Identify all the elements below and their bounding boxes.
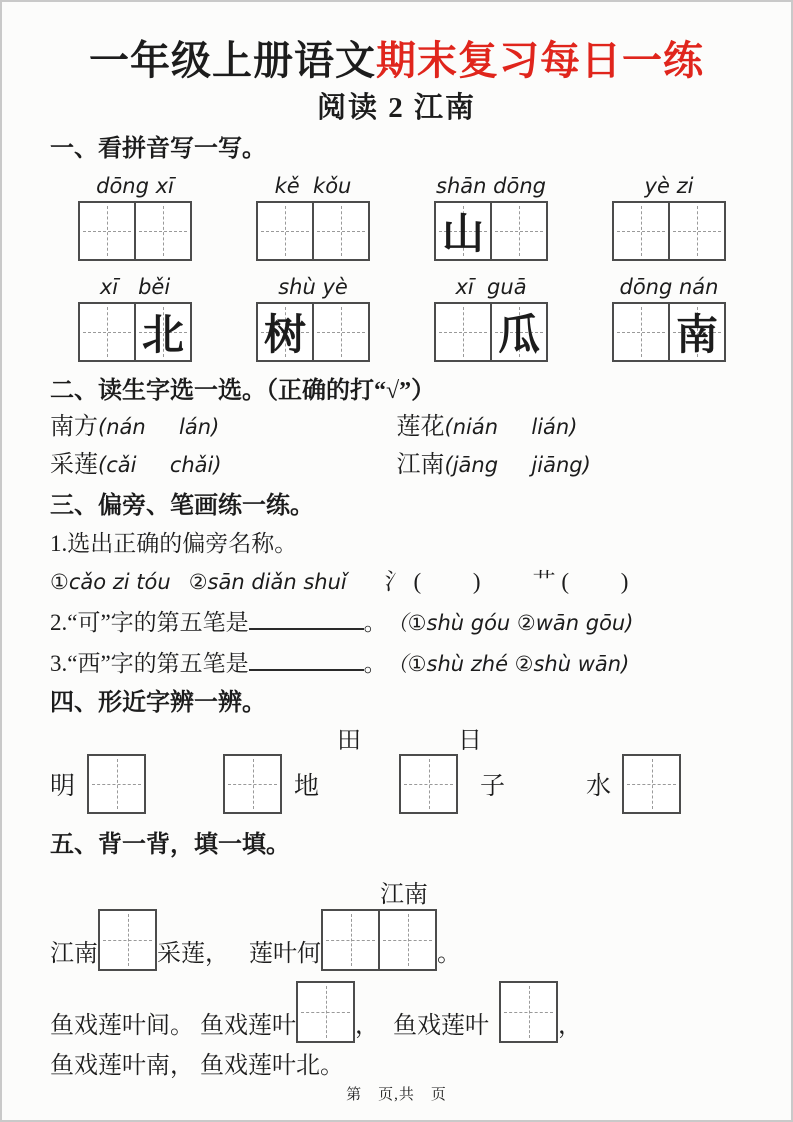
pinyin-label: yè zi bbox=[644, 174, 694, 198]
choice-item bbox=[397, 449, 744, 481]
pinyin-group bbox=[611, 275, 727, 362]
pinyin-group bbox=[433, 174, 549, 261]
section3-heading: 三、偏旁、笔画练一练。 bbox=[50, 493, 314, 520]
poem-text: 采莲， bbox=[157, 941, 235, 968]
page-subtitle: 阅读 2 江南 bbox=[316, 92, 476, 124]
writing-grid bbox=[256, 302, 370, 362]
period: 。 bbox=[363, 651, 387, 677]
writing-cell[interactable] bbox=[258, 203, 312, 259]
writing-cell[interactable] bbox=[490, 203, 546, 259]
poem-fill-line-2 bbox=[50, 981, 743, 1043]
stroke-question-3 bbox=[50, 645, 743, 679]
pinyin-group bbox=[255, 174, 371, 261]
pinyin-label: dōng xī bbox=[96, 174, 174, 198]
poem-text: ， bbox=[558, 1013, 582, 1040]
radical-question-text: 1.选出正确的偏旁名称。 bbox=[50, 531, 298, 557]
choice-row-1 bbox=[50, 411, 743, 443]
written-character bbox=[614, 304, 668, 360]
title-black-part: 一年级上册语文 bbox=[89, 38, 376, 83]
section5-heading: 五、背一背，填一填。 bbox=[50, 831, 290, 858]
choice-word: 采莲 bbox=[50, 451, 98, 478]
writing-cell[interactable] bbox=[87, 754, 146, 814]
pinyin-options[interactable]: (nián lián) bbox=[444, 415, 578, 440]
pinyin-group bbox=[611, 174, 727, 261]
given-character-shui: 水 bbox=[586, 772, 612, 800]
written-character: 瓜 bbox=[497, 313, 540, 360]
writing-grid bbox=[321, 909, 437, 971]
stroke-question-2 bbox=[50, 604, 743, 638]
pinyin-label: dōng nán bbox=[619, 275, 719, 300]
given-character-zi: 子 bbox=[480, 772, 506, 800]
writing-cell[interactable] bbox=[80, 203, 134, 259]
writing-cell[interactable] bbox=[80, 304, 134, 360]
written-character bbox=[314, 304, 368, 360]
writing-grid bbox=[434, 201, 548, 261]
radical-answer-1[interactable]: 氵 ( ) bbox=[384, 569, 481, 595]
writing-cell[interactable] bbox=[296, 981, 355, 1043]
choice-item bbox=[397, 411, 744, 443]
written-character bbox=[614, 203, 668, 259]
written-character: 山 bbox=[441, 212, 484, 259]
given-character-ming: 明 bbox=[50, 772, 76, 800]
similar-characters-exercise bbox=[50, 718, 743, 818]
written-character: 南 bbox=[675, 313, 718, 360]
pinyin-label: shān dōng bbox=[436, 174, 546, 198]
choice-item bbox=[50, 411, 397, 443]
writing-cell[interactable] bbox=[323, 911, 378, 969]
choice-word: 江南 bbox=[396, 451, 445, 478]
writing-grid bbox=[78, 201, 192, 261]
pinyin-options[interactable]: (jāng jiāng) bbox=[444, 452, 591, 477]
written-character bbox=[314, 203, 368, 259]
poem-line-3: 鱼戏莲叶南， 鱼戏莲叶北。 bbox=[50, 1052, 344, 1079]
answer-blank[interactable] bbox=[249, 604, 364, 630]
writing-cell[interactable] bbox=[223, 754, 282, 814]
writing-cell[interactable] bbox=[668, 304, 724, 360]
period: 。 bbox=[363, 610, 387, 636]
pinyin-label: shù yè bbox=[278, 275, 348, 300]
stroke-options-3: （①shù zhé ②shù wān) bbox=[386, 652, 630, 677]
choice-word: 莲花 bbox=[396, 414, 445, 441]
writing-cell[interactable] bbox=[98, 909, 157, 971]
writing-grid bbox=[434, 302, 548, 362]
pinyin-row-1 bbox=[77, 174, 727, 261]
written-character: 北 bbox=[141, 313, 184, 360]
stroke-question-2-label: 2.“可”字的第五笔是 bbox=[50, 610, 249, 636]
page-title bbox=[50, 38, 743, 84]
radical-option-2: ②sān diǎn shuǐ bbox=[188, 570, 347, 595]
model-character-tian: 田 bbox=[337, 727, 361, 754]
radical-options-line bbox=[50, 566, 743, 597]
answer-blank[interactable] bbox=[249, 645, 364, 671]
poem-text: 鱼戏莲叶 bbox=[393, 1013, 489, 1040]
writing-cell[interactable] bbox=[614, 203, 668, 259]
poem-fill-line-1 bbox=[50, 909, 743, 971]
pinyin-label: kě kǒu bbox=[274, 174, 352, 198]
pinyin-options[interactable]: (nán lán) bbox=[98, 415, 220, 440]
section1-heading: 一、看拼音写一写。 bbox=[50, 136, 266, 162]
title-red-part: 期末复习每日一练 bbox=[376, 38, 704, 83]
writing-grid bbox=[256, 201, 370, 261]
writing-cell[interactable] bbox=[668, 203, 724, 259]
pinyin-group bbox=[77, 275, 193, 362]
choice-row-2 bbox=[50, 449, 743, 481]
written-character bbox=[436, 304, 490, 360]
choice-item bbox=[50, 449, 397, 481]
model-character-ri: 日 bbox=[458, 727, 482, 754]
writing-cell[interactable] bbox=[436, 304, 490, 360]
page-footer: 第 页,共 页 bbox=[346, 1087, 447, 1103]
written-character bbox=[492, 203, 546, 259]
poem-title: 江南 bbox=[380, 881, 428, 908]
section2-heading: 二、读生字选一选。（正确的打“√”） bbox=[50, 378, 436, 405]
stroke-question-3-label: 3.“西”字的第五笔是 bbox=[50, 651, 249, 677]
poem-text: 江南 bbox=[50, 941, 98, 968]
radical-option-1: ①cǎo zi tóu bbox=[50, 570, 171, 595]
written-character bbox=[670, 203, 724, 259]
writing-cell[interactable] bbox=[614, 304, 668, 360]
writing-cell[interactable] bbox=[134, 203, 190, 259]
written-character bbox=[80, 203, 134, 259]
radical-answer-2[interactable]: 艹 ( ) bbox=[532, 569, 629, 595]
writing-cell[interactable] bbox=[490, 304, 546, 360]
written-character: 树 bbox=[263, 313, 306, 360]
choice-word: 南方 bbox=[50, 414, 98, 441]
writing-cell[interactable] bbox=[312, 203, 368, 259]
writing-cell[interactable] bbox=[436, 203, 490, 259]
radical-question bbox=[50, 528, 743, 559]
poem-text: 。 bbox=[437, 941, 461, 968]
stroke-options-2: （①shù góu ②wān gōu) bbox=[386, 611, 634, 636]
pinyin-group bbox=[77, 174, 193, 261]
pinyin-row-2 bbox=[77, 275, 727, 362]
writing-cell[interactable] bbox=[312, 304, 368, 360]
poem-text: ， bbox=[355, 1013, 379, 1040]
pinyin-group bbox=[433, 275, 549, 362]
pinyin-options[interactable]: (cǎi chǎi) bbox=[98, 452, 222, 477]
pinyin-label: xī běi bbox=[99, 275, 171, 300]
written-character bbox=[136, 203, 190, 259]
writing-cell[interactable] bbox=[258, 304, 312, 360]
written-character bbox=[258, 203, 312, 259]
poem-text: 莲叶何 bbox=[249, 941, 321, 968]
pinyin-label: xī guā bbox=[455, 275, 527, 300]
pinyin-group bbox=[255, 275, 371, 362]
writing-cell[interactable] bbox=[378, 911, 435, 969]
writing-grid bbox=[612, 302, 726, 362]
writing-cell[interactable] bbox=[499, 981, 558, 1043]
writing-cell[interactable] bbox=[134, 304, 190, 360]
writing-grid bbox=[78, 302, 192, 362]
poem-text: 鱼戏莲叶间。 鱼戏莲叶 bbox=[50, 1013, 296, 1040]
writing-cell[interactable] bbox=[399, 754, 458, 814]
given-character-di: 地 bbox=[294, 772, 320, 800]
writing-grid bbox=[612, 201, 726, 261]
section4-heading: 四、形近字辨一辨。 bbox=[50, 689, 266, 716]
written-character bbox=[80, 304, 134, 360]
writing-cell[interactable] bbox=[622, 754, 681, 814]
